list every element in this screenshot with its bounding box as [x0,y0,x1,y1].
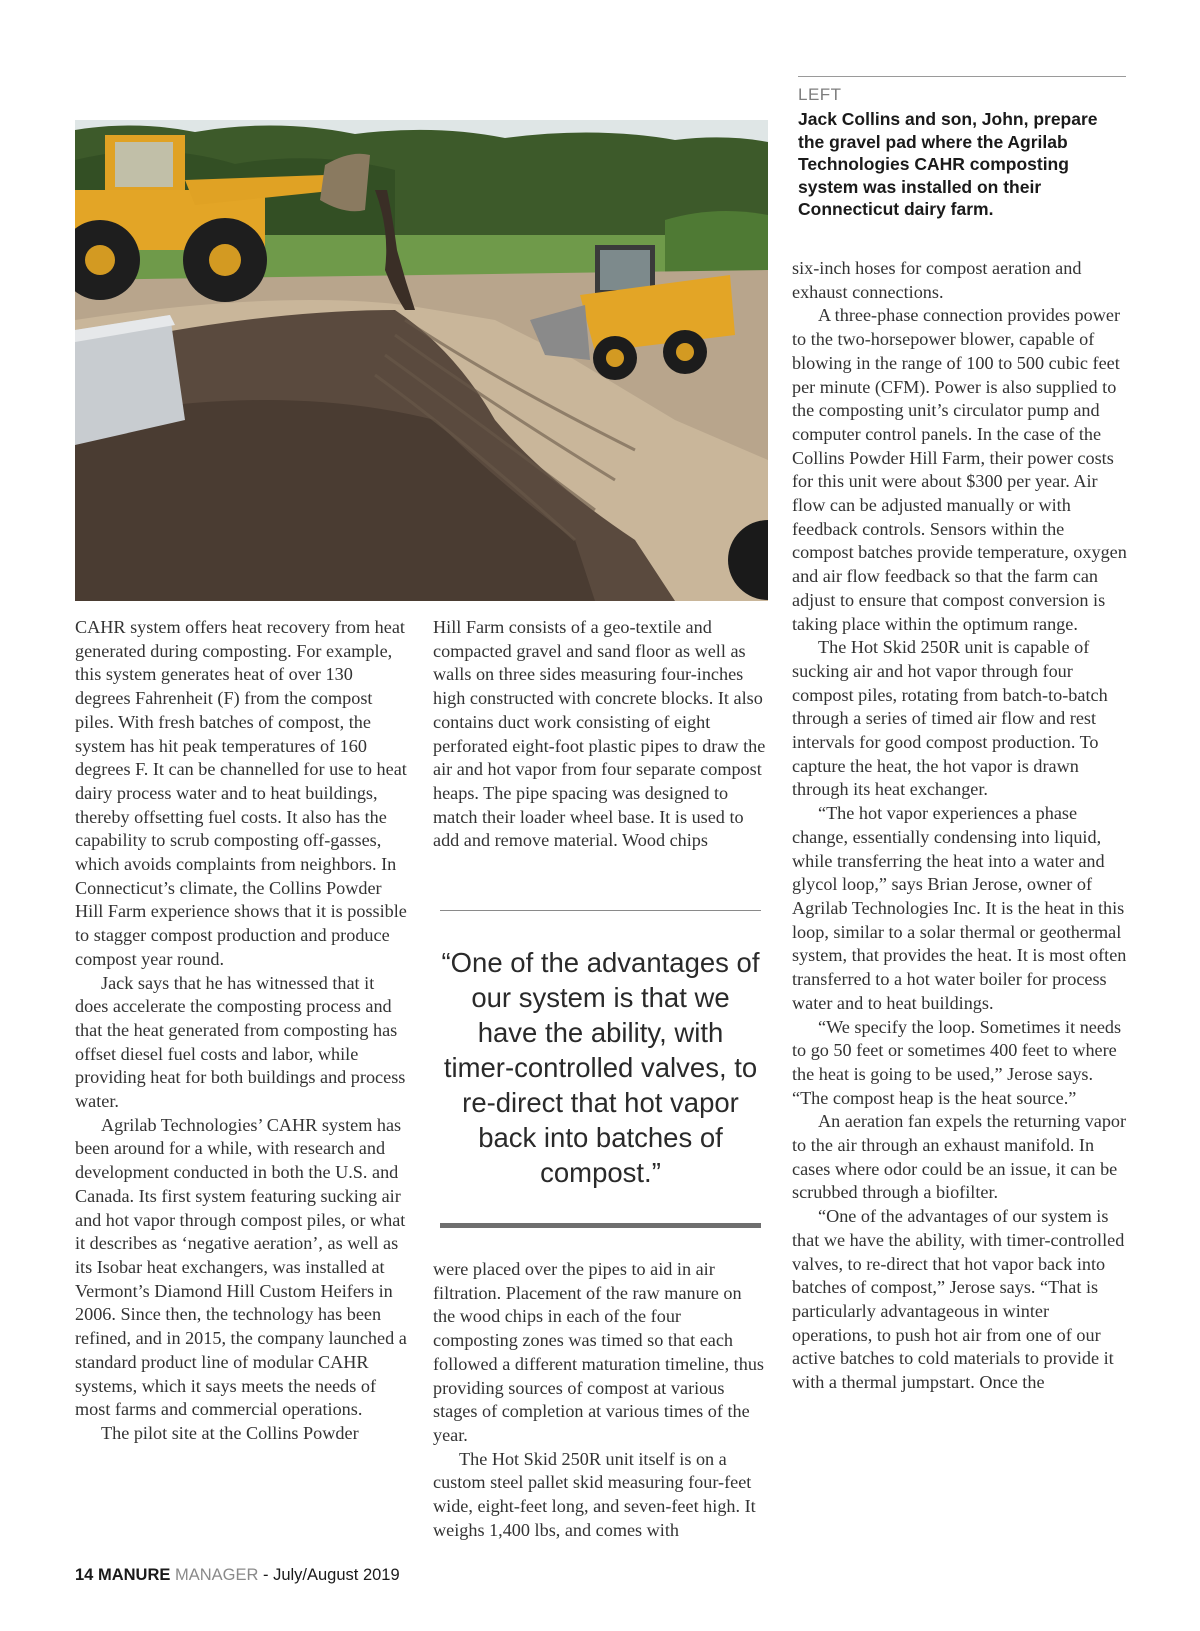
paragraph: The Hot Skid 250R unit is capable of sucking air and hot vapor through four compost piles, rotating from batch-to-batch through a series of timed air flow and rest intervals for good compost production. To capture the heat, the hot vapor is drawn through its heat exchanger. [792,637,1108,800]
paragraph: Agrilab Technologies’ CAHR system has been around for a while, with research and development conducted in both the U.S. and Canada. Its first system featuring sucking air and hot vapor through compost piles, or what it describes as ‘negative aeration’, as well as its Isobar heat exchangers, was installed at Vermont’s Diamond Hill Custom Heifers in 2006. Since then, the technology has been refined, and in 2015, the company launched a standard product line of modular CAHR systems, which it says meets the needs of most farms and commercial operations. [75,1114,407,1420]
paragraph: CAHR system offers heat recovery from heat generated during composting. For example, this system generates heat of over 130 degrees Fahrenheit (F) from the compost piles. With fresh batches of compost, the system has hit peak temperatures of 160 degrees F. It can be channelled for use to heat dairy process water and to heat buildings, thereby offsetting fuel costs. It also has the capability to scrub composting off-gasses, which avoids complaints from neighbors. In Connecticut’s climate, the Collins Powder Hill Farm experience shows that it is possible to stagger compost production and produce compost year round. [75,617,407,969]
paragraph: Jack says that he has witnessed that it does accelerate the composting process and that the heat generated from composting has offset diesel fuel costs and labor, while providing heat for both buildings and process water. [75,972,406,1112]
paragraph: were placed over the pipes to aid in air filtration. Placement of the raw manure on the wood chips in each of the four composting zones was timed so that each followed a different maturation timeline, thus providing sources of compost at various stages of completion at various times of the year. [433,1259,764,1445]
caption-text: Jack Collins and son, John, prepare the gravel pad where the Agrilab Technologies CAHR composting system was installed on their Connecticut dairy farm. [798,109,1098,219]
caption-kicker: LEFT [798,85,842,104]
pull-quote-text: “One of the advantages of our system is that we have the ability, with timer-controlled valves, to re-direct that hot vapor back into batches of compost.” [441,947,760,1188]
paragraph: Hill Farm consists of a geo-textile and compacted gravel and sand floor as well as walls on three sides measuring four-inches high constructed with concrete blocks. It also contains duct work consisting of eight perforated eight-foot plastic pipes to draw the air and hot vapor from four separate compost heaps. The pipe spacing was designed to match their loader wheel base. It is used to add and remove material. Wood chips [433,617,766,851]
paragraph: An aeration fan expels the returning vapor to the air through an exhaust manifold. In cases where odor could be an issue, it can be scrubbed through a biofilter. [792,1111,1127,1203]
caption-rule [798,76,1126,77]
article-column-2-top [433,616,768,853]
paragraph: “The hot vapor experiences a phase change, essentially condensing into liquid, while transferring the heat into a water and glycol loop,” says Brian Jerose, owner of Agrilab Technologies Inc. It is the heat in this loop, similar to a solar thermal or geothermal system, that provides the heat. It is most often transferred to a hot water boiler for process water and to heat buildings. [792,803,1127,1013]
pull-quote-top-rule [440,910,761,911]
article-column-2-bottom [433,1258,768,1542]
page-footer [75,1566,400,1585]
loader-photo-illustration [75,120,768,601]
magazine-name-bold: MANURE [97,1566,171,1584]
paragraph: “We specify the loop. Sometimes it needs to go 50 feet or sometimes 400 feet to where the heat is going to be used,” Jerose says. “The compost heap is the heat source.” [792,1016,1122,1108]
pull-quote-bottom-rule [440,1223,761,1228]
paragraph: The Hot Skid 250R unit itself is on a custom steel pallet skid measuring four-feet wide, eight-feet long, and seven-feet high. It weighs 1,400 lbs, and comes with [433,1448,756,1540]
article-column-1 [75,616,410,1446]
article-column-3 [792,257,1127,1395]
page-number: 14 [75,1566,94,1584]
magazine-name-light: MANAGER [174,1566,259,1584]
paragraph: “One of the advantages of our system is that we have the ability, with timer-controlled valves, to re-direct that hot vapor back into batches of compost,” Jerose says. “That is particularly advantageous in winter operations, to push hot air from one of our active batches to cold materials to provide it with a thermal jumpstart. Once the [792,1206,1125,1393]
issue-date: - July/August 2019 [263,1566,400,1584]
paragraph: A three-phase connection provides power to the two-horsepower blower, capable of blowing in the range of 100 to 500 cubic feet per minute (CFM). Power is also supplied to the composting unit’s circulator pump and computer control panels. In the case of the Collins Powder Hill Farm, their power costs for this unit were about $300 per year. Air flow can be adjusted manually or with feedback controls. Sensors within the compost batches provide temperature, oxygen and air flow feedback so that the farm can adjust to ensure that compost conversion is taking place within the optimum range. [792,305,1127,634]
paragraph: six-inch hoses for compost aeration and exhaust connections. [792,258,1082,302]
farm-photo [75,120,768,601]
photo-caption [798,76,1126,221]
pull-quote [440,910,761,1228]
paragraph: The pilot site at the Collins Powder [101,1422,359,1443]
